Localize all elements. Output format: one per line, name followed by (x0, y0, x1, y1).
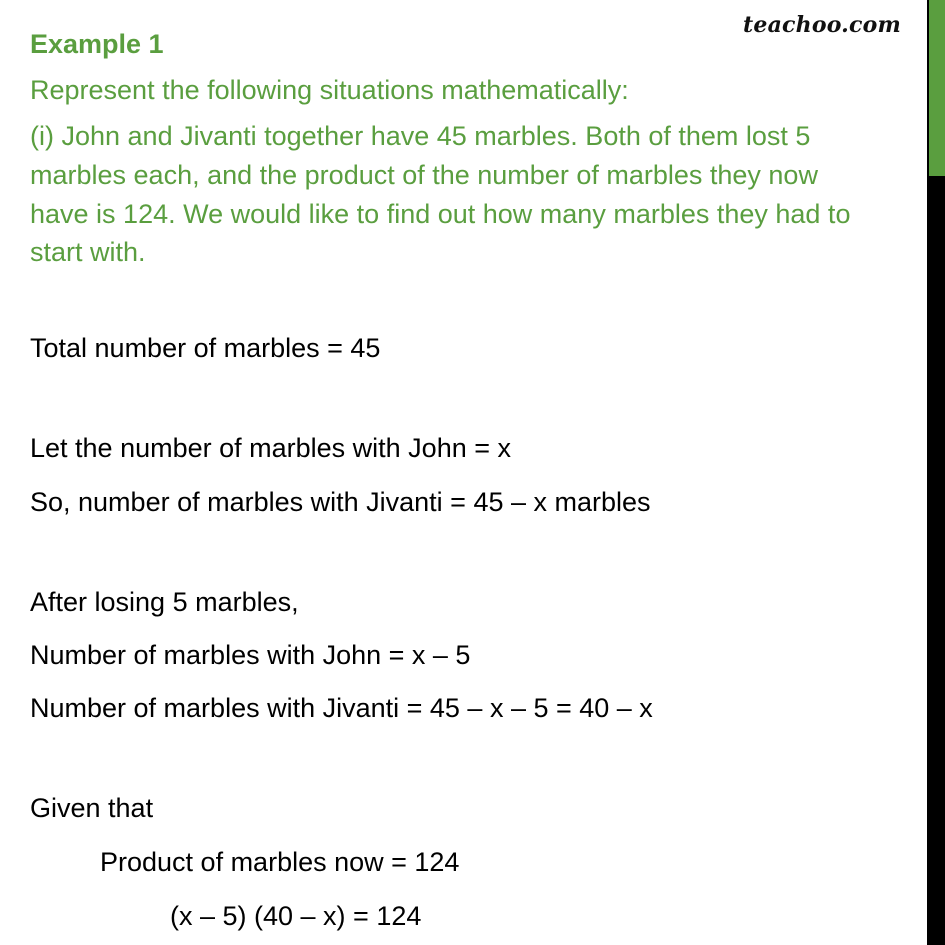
solution-jivanti: So, number of marbles with Jivanti = 45 – x marbles (30, 487, 651, 517)
scrollbar-thumb[interactable] (929, 0, 945, 176)
solution-john-after: Number of marbles with John = x – 5 (30, 640, 471, 670)
solution-let-john: Let the number of marbles with John = x (30, 433, 512, 463)
question-line: (i) John and Jivanti together have 45 marbles. Both of them lost 5 (30, 121, 811, 151)
question-prompt: Represent the following situations mathematically: (30, 75, 629, 105)
solution-given-that: Given that (30, 793, 154, 823)
vertical-scrollbar[interactable] (927, 0, 945, 945)
question-line: have is 124. We would like to find out how many marbles they had to (30, 199, 851, 229)
solution-after-losing: After losing 5 marbles, (30, 587, 299, 617)
solution-equation: (x – 5) (40 – x) = 124 (170, 901, 422, 931)
question-line: marbles each, and the product of the number of marbles they now (30, 160, 818, 190)
solution-total: Total number of marbles = 45 (30, 333, 381, 363)
question-line: start with. (30, 237, 146, 267)
example-heading: Example 1 (30, 29, 164, 59)
solution-product-now: Product of marbles now = 124 (100, 847, 460, 877)
teachoo-logo[interactable]: teachoo.com (743, 12, 901, 38)
solution-jivanti-after: Number of marbles with Jivanti = 45 – x – 5 = 40 – x (30, 693, 653, 723)
